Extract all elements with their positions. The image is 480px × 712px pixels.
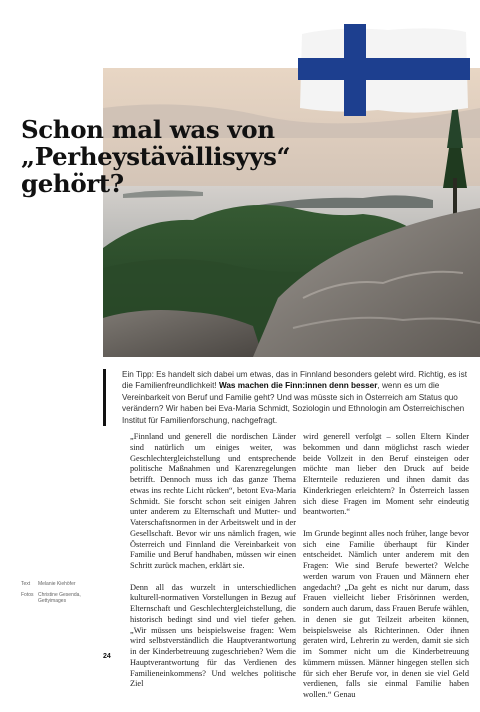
headline-line-3: gehört? (21, 169, 124, 198)
credit-text-value: Melanie Kiehöfer (38, 581, 76, 587)
credits (21, 581, 82, 609)
body-paragraph: Im Grunde beginnt alles noch früher, lange bevor sich eine Familie überhaupt für Kinder entscheidet. Nämlich unter anderem mit den Fragen: Wie sind Berufe bewertet? Welche werden warum von Frauen und Männern eher angedacht? „Da geht es nicht nur darum, dass Frauen vielleicht lieber Frisörinnen werden, sondern auch darum, dass Frauen Berufe wählen, in denen sie gut Teilzeit arbeiten können, beispielsweise als Richterinnen. Oder ihnen geraten wird, Lehrerin zu werden, damit sie sich im Sommer nicht um die Kinderbetreuung kümmern müssen. Männer hingegen stellen sich für sich eher Berufe vor, in denen sie viel Geld verdienen, falls sie einmal Familie haben wollen.“ Genau (303, 528, 469, 699)
headline-line-2: „Perheystävällisyys“ (21, 142, 291, 171)
intro-paragraph (103, 369, 477, 426)
body-column-2 (303, 432, 469, 712)
credit-photo-label: Fotos (21, 591, 34, 598)
credit-photo-value: Christine Gesenda, Gettyimages (38, 591, 81, 604)
body-paragraph: wird generell verfolgt – sollen Eltern Kinder bekommen und dann möglichst rasch wieder beide Vollzeit in den Beruf einsteigen oder möchte man lieber den Druck auf beide Elternteile reduzieren und ihnen damit das Kinderkriegen erleichtern? In Österreich lassen sich diese Fragen im Moment sehr eindeutig beantworten.“ (303, 432, 469, 517)
intro-text-2: , wenn es um die Vereinbarkeit von Beruf und Familie geht? Und was müsste sich in Österreich am Status quo verändern? Wir haben bei Eva-Maria Schmidt, Soziologin und Ethnologin am Österreichischen Institut für Familienforschung, nachgefragt. (122, 381, 465, 425)
page-number: 24 (103, 653, 111, 660)
headline-line-1: Schon mal was von (21, 115, 275, 144)
intro-bold-question: Was machen die Finn:innen denn besser (218, 381, 378, 391)
body-column-1 (130, 432, 296, 701)
body-paragraph: „Finnland und generell die nordischen Länder sind natürlich um einiges weiter, was Geschlechtergleichstellung und entsprechende politische Maßnahmen und Karenzregelungen betrifft. Dennoch muss ich das ganze Thema etwas ins rechte Licht rücken“, betont Eva-Maria Schmidt. Sie forscht schon seit einigen Jahren unter anderem zu Elternschaft und Mutter- und Vaterschaftsnormen in der Arbeitswelt und in der Gesellschaft. Bevor wir uns nämlich fragen, wie Österreich und Finnland die Vereinbarkeit von Familie und Beruf handhaben, müssen wir einen Schritt zurück machen, erklärt sie. (130, 432, 296, 570)
credit-text-label: Text (21, 581, 31, 587)
finnish-flag-image (298, 24, 470, 116)
article-headline (21, 116, 290, 197)
intro-text-1: Ein Tipp: Es handelt sich dabei um etwas, das in Finnland besonders gelebt wird. Richtig, es ist die Familienfreundlichkeit! (122, 370, 467, 391)
body-paragraph: Denn all das wurzelt in unterschiedlichen kulturell-normativen Vorstellungen in Bezug auf Elternschaft und Geschlechtergleichstellung, die historisch bedingt sind und viel tiefer gehen. „Wir müssen uns beispielsweise fragen: Wem wird selbstverständlich die Hauptverantwortung in der Kinderbetreuung zugeschrieben? Wem die Hauptverantwortung für das Verdienen des Familieneinkommens? Und welches politische Ziel (130, 582, 296, 689)
